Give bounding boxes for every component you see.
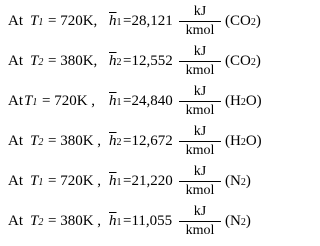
enthalpy-value: =12,552 [123, 53, 173, 69]
enthalpy-symbol: $\overline{h}2$ [109, 53, 122, 69]
unit-fraction [178, 84, 222, 119]
equation-line [8, 202, 308, 242]
enthalpy-value: =21,220 [123, 173, 173, 189]
temperature-value: = 380K , [48, 213, 102, 229]
equation-line [8, 42, 308, 82]
species-label: (H2O) [225, 93, 262, 109]
enthalpy-symbol: $\overline{h}1$ [109, 173, 122, 189]
unit-fraction [178, 44, 222, 79]
species-label: (N2) [225, 213, 251, 229]
enthalpy-value: =28,121 [123, 13, 173, 29]
at-label: At [8, 173, 23, 189]
at-label: At [8, 93, 23, 109]
unit-numerator: kJ [193, 44, 207, 59]
temperature-value: = 380K, [48, 53, 98, 69]
temperature-symbol: T1 [30, 173, 44, 189]
at-label: At [8, 53, 23, 69]
species-label: (H2O) [225, 133, 262, 149]
unit-numerator: kJ [193, 164, 207, 179]
temperature-symbol: T2 [30, 213, 44, 229]
enthalpy-symbol: $\overline{h}1$ [109, 93, 122, 109]
unit-denominator: kmol [185, 143, 215, 158]
unit-denominator: kmol [185, 223, 215, 238]
species-label: (CO2) [225, 13, 261, 29]
at-label: At [8, 213, 23, 229]
enthalpy-value: =11,055 [123, 213, 173, 229]
unit-numerator: kJ [193, 204, 207, 219]
unit-denominator: kmol [185, 103, 215, 118]
unit-denominator: kmol [185, 183, 215, 198]
temperature-symbol: T1 [30, 13, 44, 29]
equation-line [8, 82, 308, 122]
unit-denominator: kmol [185, 63, 215, 78]
temperature-value: = 720K , [48, 173, 102, 189]
equation-line [8, 162, 308, 202]
temperature-value: = 380K , [48, 133, 102, 149]
unit-fraction [178, 4, 222, 39]
unit-denominator: kmol [185, 23, 215, 38]
unit-numerator: kJ [193, 84, 207, 99]
at-label: At [8, 133, 23, 149]
temperature-value: = 720K , [42, 93, 96, 109]
enthalpy-value: =12,672 [123, 133, 173, 149]
unit-fraction [178, 124, 222, 159]
enthalpy-symbol: $\overline{h}1$ [109, 213, 122, 229]
equation-line [8, 2, 308, 42]
temperature-value: = 720K, [48, 13, 98, 29]
enthalpy-symbol: $\overline{h}1$ [109, 13, 122, 29]
unit-fraction [178, 204, 222, 239]
unit-fraction [178, 164, 222, 199]
species-label: (N2) [225, 173, 251, 189]
at-label: At [8, 13, 23, 29]
enthalpy-value: =24,840 [123, 93, 173, 109]
enthalpy-symbol: $\overline{h}2$ [109, 133, 122, 149]
temperature-symbol: T2 [30, 133, 44, 149]
temperature-symbol: T1 [24, 93, 38, 109]
temperature-symbol: T2 [30, 53, 44, 69]
species-label: (CO2) [225, 53, 261, 69]
unit-numerator: kJ [193, 124, 207, 139]
unit-numerator: kJ [193, 4, 207, 19]
equation-line [8, 122, 308, 162]
